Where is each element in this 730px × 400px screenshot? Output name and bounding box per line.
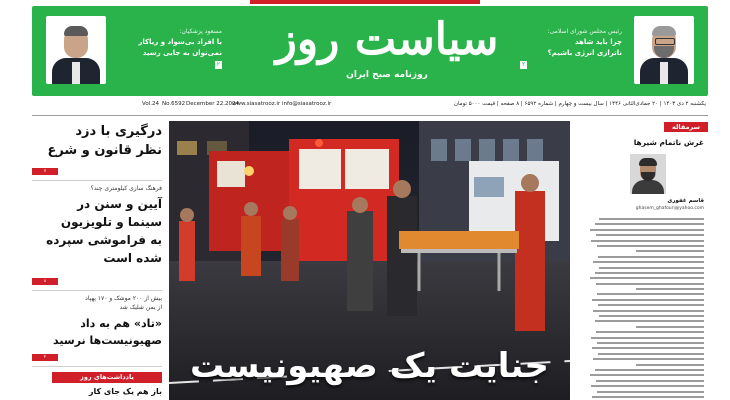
left-quote-role: مسعود پزشکیان: <box>179 28 222 35</box>
info-bar <box>140 101 708 111</box>
right-quote[interactable] <box>518 26 622 70</box>
masthead-logo <box>242 10 532 90</box>
divider <box>32 115 708 116</box>
text-line <box>596 283 704 285</box>
left-column <box>32 120 162 400</box>
top-strip <box>0 0 730 5</box>
text-line <box>597 293 704 295</box>
editorial-body-text <box>590 218 704 400</box>
masthead-subtitle: روزنامه صبح ایران <box>346 70 428 80</box>
text-line <box>596 234 704 236</box>
text-line <box>597 245 704 247</box>
persian-date-line: یکشنبه ۲ دی ۱۴۰۳ | ۲۰ جمادی‌الثانی ۱۴۴۶ | سال بیست و چهارم | شماره ۶۵۹۲ | ۸ صفحه | قیمت ۵۰۰۰ تومان <box>453 101 706 107</box>
text-line <box>599 315 704 317</box>
left-quote-line-1: با افراد بی‌سواد و ریاکار <box>138 38 222 46</box>
lead-photo[interactable] <box>169 121 570 400</box>
text-line <box>595 272 704 274</box>
text-line <box>592 347 704 349</box>
story2-headline[interactable]: آیین و سنن در سینما و تلویزیون به فراموشی سپرده شده است <box>46 197 162 265</box>
text-line <box>636 288 704 290</box>
story4-headline[interactable]: باز هم یک جای کار <box>88 387 162 396</box>
text-line <box>593 358 704 360</box>
text-line <box>636 250 704 252</box>
right-quote-role: رئیس مجلس شورای اسلامی: <box>547 28 622 35</box>
issue-number: No.6592 <box>162 101 186 107</box>
editorial-section-label: سرمقاله <box>664 122 708 132</box>
text-line <box>593 261 704 263</box>
masthead-band <box>32 6 708 96</box>
author-email[interactable]: ghasem_ghafouri@yahoo.com <box>635 206 704 211</box>
right-quote-line-1: چرا باید شاهد <box>574 38 622 46</box>
text-line <box>598 256 704 258</box>
lead-headline[interactable]: جنایت یک صهیونیست <box>190 346 549 386</box>
portrait-right <box>634 16 694 84</box>
editorial-title[interactable]: غرش ناتمام شیرها <box>633 138 704 147</box>
text-line <box>595 223 704 225</box>
text-line <box>636 326 704 328</box>
right-quote-line-2: ناترازی انرژی باشیم؟ <box>547 49 622 57</box>
editorial-column <box>586 120 708 400</box>
story2-kicker: فرهنگ سازی کیلومتری چند؟ <box>90 185 162 192</box>
left-quote-line-2: نمی‌توان به جایی رسید <box>142 49 222 57</box>
notes-section-label: یادداشت‌های روز <box>52 372 162 383</box>
left-quote[interactable] <box>112 26 222 70</box>
author-name: قاسم غفوری <box>667 198 704 204</box>
text-line <box>590 374 704 376</box>
text-line <box>595 320 704 322</box>
author-photo <box>630 154 666 194</box>
text-line <box>595 369 704 371</box>
text-line <box>596 380 704 382</box>
issue-date: December 22.2024 <box>186 101 240 107</box>
text-line <box>591 240 704 242</box>
story3-page-tag: ۲ <box>32 354 58 361</box>
text-line <box>592 299 704 301</box>
left-quote-page: ۲ <box>216 61 220 68</box>
email-link[interactable]: info@siasatrooz.ir <box>282 101 332 107</box>
masthead-title: سیاست روز <box>275 14 499 65</box>
story3-headline[interactable]: «تاد» هم به داد صهیونیست‌ها نرسید <box>53 317 162 347</box>
website-link[interactable]: www.siasatrooz.ir <box>232 101 281 107</box>
portrait-left <box>46 16 106 84</box>
right-quote-page: ۲ <box>522 61 526 68</box>
text-line <box>598 304 704 306</box>
text-line <box>597 342 704 344</box>
story3-kicker: بیش از ۲۰۰ موشک و ۱۷۰ پهپاد از یمن شلیک شد <box>85 295 162 311</box>
text-line <box>599 218 704 220</box>
text-line <box>597 391 704 393</box>
text-line <box>591 385 704 387</box>
story2-page-tag: ۸ <box>32 278 58 285</box>
story1-headline[interactable]: درگیری با دزد نظر قانون و شرع <box>47 124 162 158</box>
text-line <box>590 277 704 279</box>
top-red-bar <box>250 0 480 4</box>
text-line <box>598 353 704 355</box>
text-line <box>591 337 704 339</box>
text-line <box>599 267 704 269</box>
text-line <box>592 396 704 398</box>
text-line <box>596 331 704 333</box>
text-line <box>593 310 704 312</box>
text-line <box>636 364 704 366</box>
volume-number: Vol.24 <box>142 101 159 107</box>
story1-page-tag: ۷ <box>32 168 58 175</box>
text-line <box>590 229 704 231</box>
